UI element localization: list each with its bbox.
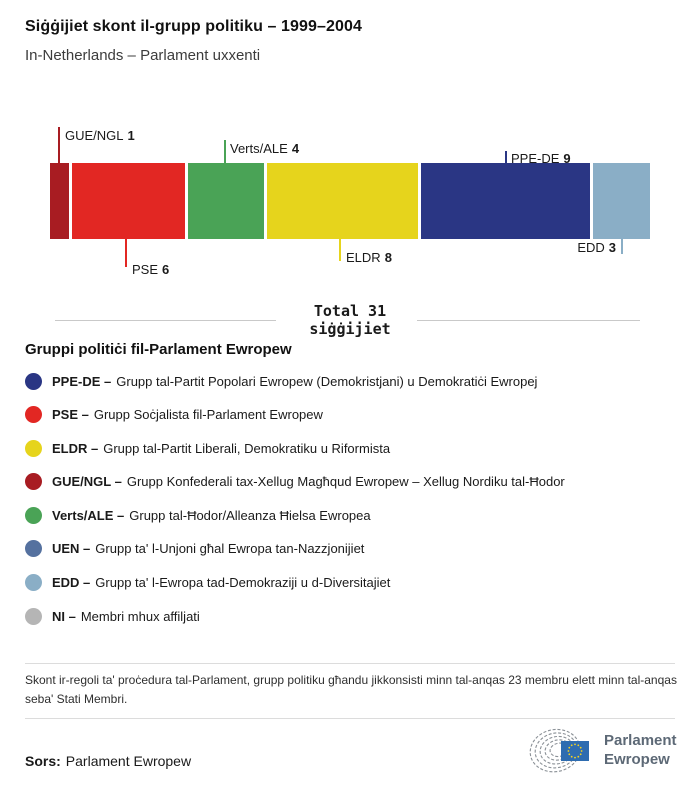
bar-segment-verts-ale (188, 163, 263, 239)
legend-item-pse (25, 406, 565, 424)
bar-label-name: PPE-DE (511, 151, 560, 166)
stacked-seat-bar (50, 163, 650, 239)
legend-item-edd (25, 574, 565, 592)
bar-label-seats: 4 (291, 141, 300, 156)
legend-desc: Grupp ta' l-Ewropa tad-Demokraziji u d-Diversitajiet (95, 575, 391, 591)
legend-desc: Grupp Soċjalista fil-Parlament Ewropew (93, 407, 323, 423)
bar-label-edd (577, 240, 616, 255)
legend-abbr: GUE/NGL – (52, 474, 122, 490)
legend-abbr: UEN – (52, 541, 91, 557)
callout-line-pse (125, 239, 127, 267)
source-line (25, 753, 191, 769)
callout-line-edd (621, 239, 623, 254)
legend-item-ni (25, 607, 565, 625)
parliament-hemicycle-icon (528, 725, 596, 775)
legend-item-text (52, 575, 390, 590)
bar-label-name: ELDR (346, 250, 381, 265)
callout-line-gue-ngl (58, 127, 60, 163)
page-subtitle: In-Netherlands – Parlament uxxenti (25, 47, 261, 64)
footnote-text: Skont ir-regoli ta' proċedura tal-Parlament, grupp politiku għandu jikkonsisti minn tal-anqas 23 membru elett minn tal-anqas seba' Stati Membri. (25, 673, 677, 707)
legend-desc: Grupp tal-Partit Liberali, Demokratiku u Riformista (103, 440, 391, 456)
footnote-divider-top (25, 663, 675, 664)
legend-abbr: PPE-DE – (52, 373, 112, 389)
legend-item-text (52, 407, 323, 422)
legend-dot-icon (25, 406, 42, 423)
logo-line1: Parlament (604, 732, 677, 749)
legend-abbr: PSE – (52, 407, 89, 423)
bar-label-seats: 6 (162, 262, 170, 277)
bar-label-gue-ngl (65, 128, 135, 143)
total-seats-label (0, 302, 700, 338)
legend-item-eldr (25, 439, 565, 457)
bar-label-seats: 3 (608, 240, 616, 255)
legend-desc: Grupp tal-Partit Popolari Ewropew (Demokristjani) u Demokratiċi Ewropej (116, 373, 538, 389)
total-line2: siġġijiet (309, 320, 391, 338)
bar-label-ppe-de (511, 151, 571, 166)
legend-desc: Grupp ta' l-Unjoni għal Ewropa tan-Nazzjonijiet (95, 541, 365, 557)
legend-desc: Membri mhux affiljati (80, 608, 200, 624)
legend-item-ppe-de (25, 372, 565, 390)
legend-heading: Gruppi politiċi fil-Parlament Ewropew (25, 341, 292, 358)
bar-label-seats: 9 (563, 151, 571, 166)
bar-label-name: Verts/ALE (230, 141, 288, 156)
legend-abbr: ELDR – (52, 440, 99, 456)
legend-abbr: Verts/ALE – (52, 507, 125, 523)
logo-wordmark (604, 731, 677, 769)
bar-label-name: EDD (577, 240, 605, 255)
bar-segment-ppe-de (421, 163, 591, 239)
bar-label-name: PSE (132, 262, 159, 277)
footnote-divider-bottom (25, 718, 675, 719)
callout-line-verts-ale (224, 140, 226, 163)
logo-line2: Ewropew (604, 751, 670, 768)
source-value: Parlament Ewropew (65, 753, 192, 769)
bar-segment-gue-ngl (50, 163, 69, 239)
legend-item-verts-ale (25, 506, 565, 524)
bar-label-verts-ale (230, 141, 299, 156)
legend-abbr: EDD – (52, 575, 91, 591)
legend-item-text (52, 441, 390, 456)
page-title: Siġġijiet skont il-grupp politiku – 1999–2004 (25, 18, 363, 35)
callout-line-eldr (339, 239, 341, 261)
legend-dot-icon (25, 540, 42, 557)
legend-item-text (52, 474, 565, 489)
bar-segment-pse (72, 163, 185, 239)
bar-label-eldr (346, 250, 392, 265)
legend-dot-icon (25, 473, 42, 490)
legend-item-text (52, 374, 537, 389)
legend-abbr: NI – (52, 608, 76, 624)
legend-item-uen (25, 540, 565, 558)
legend-list (25, 372, 565, 641)
legend-dot-icon (25, 507, 42, 524)
legend-desc: Grupp tal-Ħodor/Alleanza Ħielsa Ewropea (129, 507, 371, 523)
legend-item-text (52, 541, 364, 556)
bar-segment-eldr (267, 163, 418, 239)
legend-desc: Grupp Konfederali tax-Xellug Magħqud Ewropew – Xellug Nordiku tal-Ħodor (126, 474, 565, 490)
legend-dot-icon (25, 440, 42, 457)
legend-item-text (52, 609, 200, 624)
legend-dot-icon (25, 608, 42, 625)
bar-label-seats: 8 (384, 250, 392, 265)
bar-label-seats: 1 (127, 128, 135, 143)
legend-item-text (52, 508, 371, 523)
legend-dot-icon (25, 574, 42, 591)
bar-label-pse (132, 262, 169, 277)
callout-line-ppe-de (505, 151, 507, 163)
european-parliament-logo (528, 725, 677, 775)
bar-label-name: GUE/NGL (65, 128, 124, 143)
bar-segment-edd (593, 163, 650, 239)
legend-item-gue-ngl (25, 473, 565, 491)
source-label: Sors: (25, 753, 61, 769)
legend-dot-icon (25, 373, 42, 390)
total-line1: Total 31 (313, 302, 387, 320)
